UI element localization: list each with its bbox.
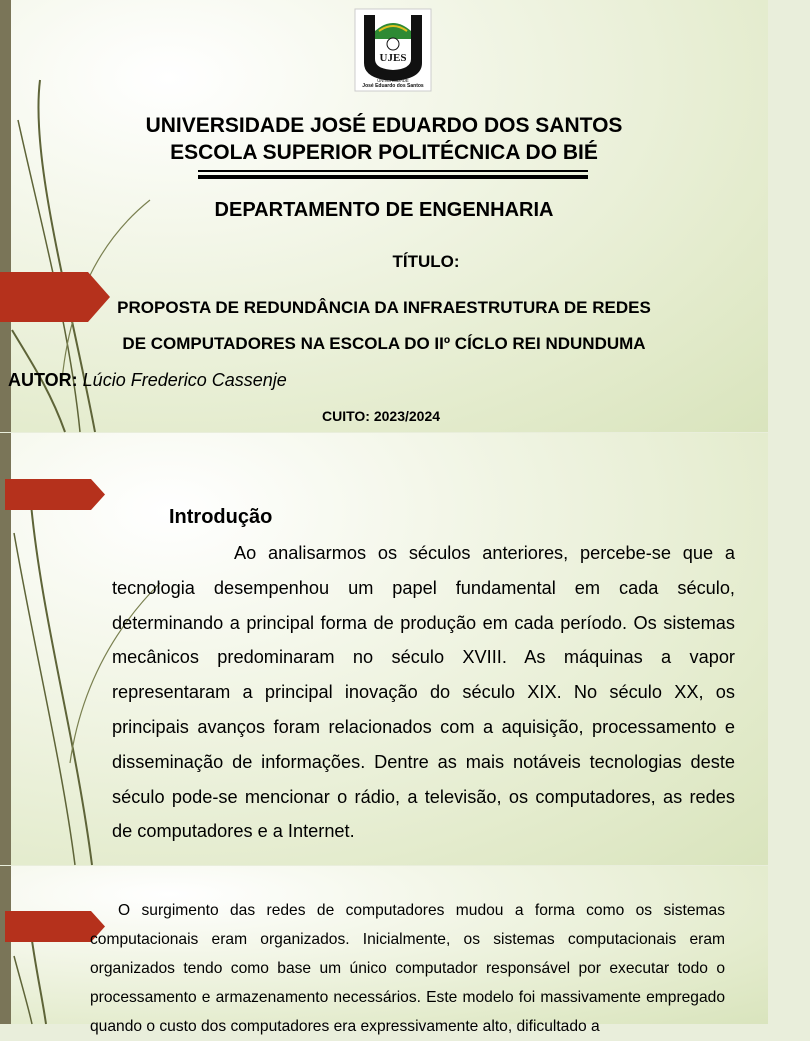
red-arrow-flag (0, 479, 110, 510)
title-label: TÍTULO: (392, 252, 460, 271)
slide-content (0, 866, 768, 1035)
double-rule-top (198, 170, 588, 172)
city-year: CUITO: 2023/2024 (321, 408, 441, 424)
double-rule-bottom (198, 175, 588, 179)
university-heading (0, 112, 768, 166)
logo-caption-small: UNIVERSIDADE (377, 78, 409, 83)
thesis-title-line-2: DE COMPUTADORES NA ESCOLA DO IIº CÍCLO REI NDUNDUMA (122, 334, 646, 353)
intro-paragraph: Ao analisarmos os séculos anteriores, percebe-se que a tecnologia desempenhou um papel fundamental em cada século, determinando a principal forma de produção em cada período. Os sistemas mecânicos predominaram no século XVIII. As máquinas a vapor representaram a principal inovação do século XIX. No século XX, os principais avanços foram relacionados com a aquisição, processamento e disseminação de informações. Dentre as mais notáveis tecnologias deste século pode-se mencionar o rádio, a televisão, os computadores, as redes de computadores e a Internet. (112, 543, 735, 842)
author-line (8, 370, 287, 391)
school-name: ESCOLA SUPERIOR POLITÉCNICA DO BIÉ (170, 141, 598, 164)
thesis-title-line-1: PROPOSTA DE REDUNDÂNCIA DA INFRAESTRUTURA DE REDES (117, 298, 651, 317)
slide-introduction (0, 433, 768, 865)
body-paragraph: O surgimento das redes de computadores mudou a forma como os sistemas computacionais eram organizados. Inicialmente, os sistemas computacionais eram organizados tendo como base um único computador responsável por executar todo o processamento e armazenamento necessários. Este modelo foi massivamente empregado quando o custo dos computadores era expressivamente alto, dificultado a (90, 902, 725, 1035)
logo-abbr: UJES (379, 52, 407, 64)
author-label: AUTOR: (8, 370, 78, 390)
department: DEPARTAMENTO DE ENGENHARIA (214, 199, 554, 221)
author-name: Lúcio Frederico Cassenje (77, 370, 287, 390)
ujes-logo (355, 9, 431, 91)
logo-caption: José Eduardo dos Santos (362, 83, 424, 89)
slide-title (0, 0, 768, 432)
thesis-title (0, 290, 810, 362)
section-heading: Introdução (169, 506, 273, 528)
university-name: UNIVERSIDADE JOSÉ EDUARDO DOS SANTOS (145, 114, 623, 137)
